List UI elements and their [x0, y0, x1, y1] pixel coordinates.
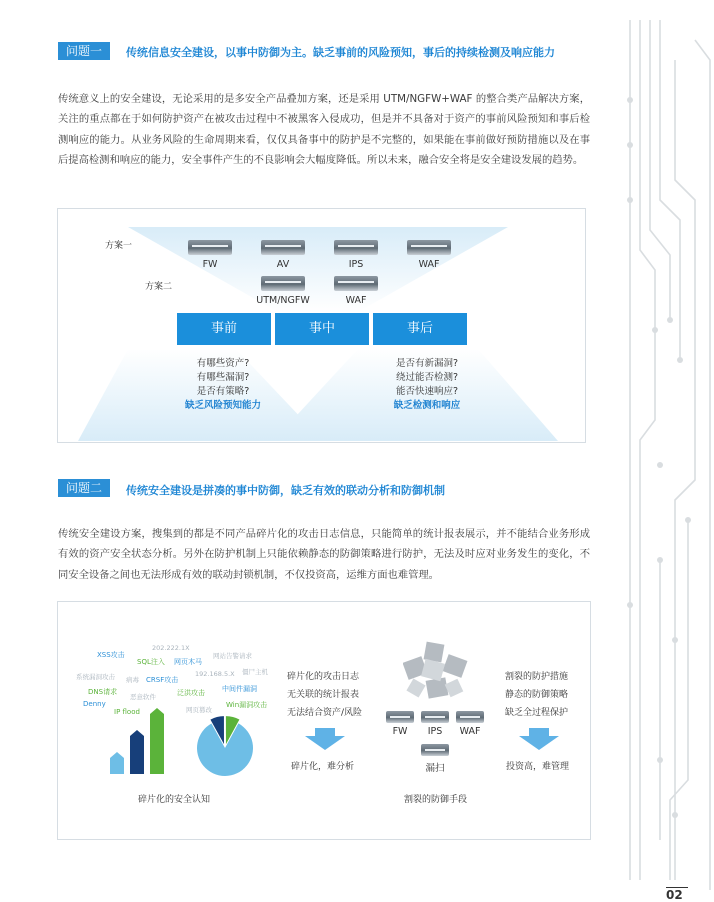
before-question: 是否有策略? [196, 386, 250, 397]
middle-line: 碎片化的攻击日志 [287, 672, 360, 682]
puzzle-icon [403, 641, 469, 701]
device-ips2-label: IPS [427, 726, 443, 737]
after-questions [364, 357, 490, 413]
right-line: 割裂的防护措施 [505, 672, 569, 682]
middle-line: 无法结合资产/风险 [287, 708, 363, 718]
page-number: 02 [666, 887, 688, 902]
before-questions [160, 357, 286, 413]
cloud-word: Denny [83, 700, 106, 708]
device-ips-label: IPS [348, 259, 364, 270]
scheme1-label: 方案一 [105, 241, 133, 251]
middle-line: 无关联的统计报表 [287, 690, 360, 700]
section1-heading: 传统信息安全建设，以事中防御为主。缺乏事前的风险预知，事后的持续检测及响应能力 [126, 46, 555, 59]
device-av [261, 240, 305, 255]
device-fw-label: FW [202, 259, 218, 270]
section1-paragraph: 传统意义上的安全建设，无论采用的是多安全产品叠加方案，还是采用 UTM/NGFW+WAF 的整合类产品解决方案，关注的重点都在于如何防护资产在被攻击过程中不被黑客入侵成功，但是并不具备对于资产的事前风险预知和事后检测响应的能力。从业务风险的生命周期来看，仅仅具备事中的防护是不完整的，如果能在事前做好预防措施以及在事后提高检测和响应的能力，安全事件产生的不良影响会大幅度降低。所以未来，融合安全将是安全建设发展的趋势。 [58, 93, 590, 167]
phase-before: 事前 [177, 313, 271, 345]
phase-after: 事后 [373, 313, 467, 345]
cloud-word: 网页篡改 [186, 706, 212, 714]
device-waf3-label: WAF [459, 726, 481, 737]
bar [130, 730, 144, 774]
cloud-word: SQL注入 [137, 658, 165, 666]
cloud-word: 网页木马 [174, 658, 202, 666]
device-ips2 [421, 711, 449, 723]
cloud-word: 僵尸主机 [242, 668, 268, 676]
device-utm [261, 276, 305, 291]
cloud-word: Win漏洞攻击 [226, 701, 268, 709]
cloud-word: 中间件漏洞 [222, 685, 257, 693]
after-question: 是否有新漏洞? [395, 358, 459, 369]
cloud-word: DNS请求 [88, 688, 118, 696]
section1-tag: 问题一 [58, 42, 110, 60]
before-question: 有哪些漏洞? [196, 372, 250, 383]
right-line: 静态的防御策略 [505, 690, 569, 700]
section2-heading: 传统安全建设是拼凑的事中防御，缺乏有效的联动分析和防御机制 [126, 484, 445, 497]
device-av-label: AV [276, 259, 290, 270]
device-fw2 [386, 711, 414, 723]
after-question: 绕过能否检测? [395, 372, 459, 383]
cloud-word: 192.168.5.X [195, 670, 235, 678]
right-result: 投资高，难管理 [506, 762, 570, 772]
fragment-chart [100, 700, 260, 780]
before-question: 有哪些资产? [196, 358, 250, 369]
cloud-word: CRSF攻击 [146, 676, 179, 684]
cloud-word: 泛洪攻击 [177, 689, 205, 697]
cloud-word: 202.222.1X [152, 644, 190, 652]
scheme2-label: 方案二 [145, 282, 173, 292]
arrow-down-icon [305, 728, 345, 750]
scanner-device [421, 744, 449, 756]
cloud-word: IP flood [114, 708, 140, 716]
cloud-word: 系统漏洞攻击 [76, 673, 115, 681]
device-fw2-label: FW [392, 726, 408, 737]
device-waf [407, 240, 451, 255]
middle-result: 碎片化，难分析 [291, 762, 355, 772]
middle-lines [287, 668, 377, 722]
device-waf-label: WAF [418, 259, 440, 270]
before-conclusion: 缺乏风险预知能力 [184, 400, 261, 411]
device-waf3 [456, 711, 484, 723]
right-line: 缺乏全过程保护 [505, 708, 569, 718]
cloud-word: 病毒 [126, 676, 139, 684]
bar [150, 708, 164, 774]
pie-slice [197, 723, 253, 776]
section2-paragraph: 传统安全建设方案，搜集到的都是不同产品碎片化的攻击日志信息，只能简单的统计报表展示，并不能结合业务形成有效的资产安全状态分析。另外在防护机制上只能依赖静态的防御策略进行防护，无法及时应对业务发生的变化，不同安全设备之间也无法形成有效的联动封锁机制，不仅投资高，运维方面也难管理。 [58, 528, 590, 581]
device-waf2-label: WAF [345, 295, 367, 306]
left-caption: 碎片化的安全认知 [138, 795, 211, 805]
right-caption: 割裂的防御手段 [404, 795, 468, 805]
cloud-word: XSS攻击 [97, 651, 125, 659]
device-waf2 [334, 276, 378, 291]
arrow-down-icon [519, 728, 559, 750]
bar [110, 752, 124, 774]
device-fw [188, 240, 232, 255]
after-question: 能否快速响应? [395, 386, 459, 397]
circuit-decoration [600, 0, 714, 900]
section2-tag: 问题二 [58, 479, 110, 497]
after-conclusion: 缺乏检测和响应 [393, 400, 461, 411]
right-lines [505, 668, 585, 722]
cloud-word: 恶意软件 [130, 693, 156, 701]
device-utm-label: UTM/NGFW [256, 295, 310, 306]
cloud-word: 网站告警请求 [213, 652, 252, 660]
phase-during: 事中 [275, 313, 369, 345]
scan-label: 漏扫 [425, 763, 445, 774]
device-ips [334, 240, 378, 255]
